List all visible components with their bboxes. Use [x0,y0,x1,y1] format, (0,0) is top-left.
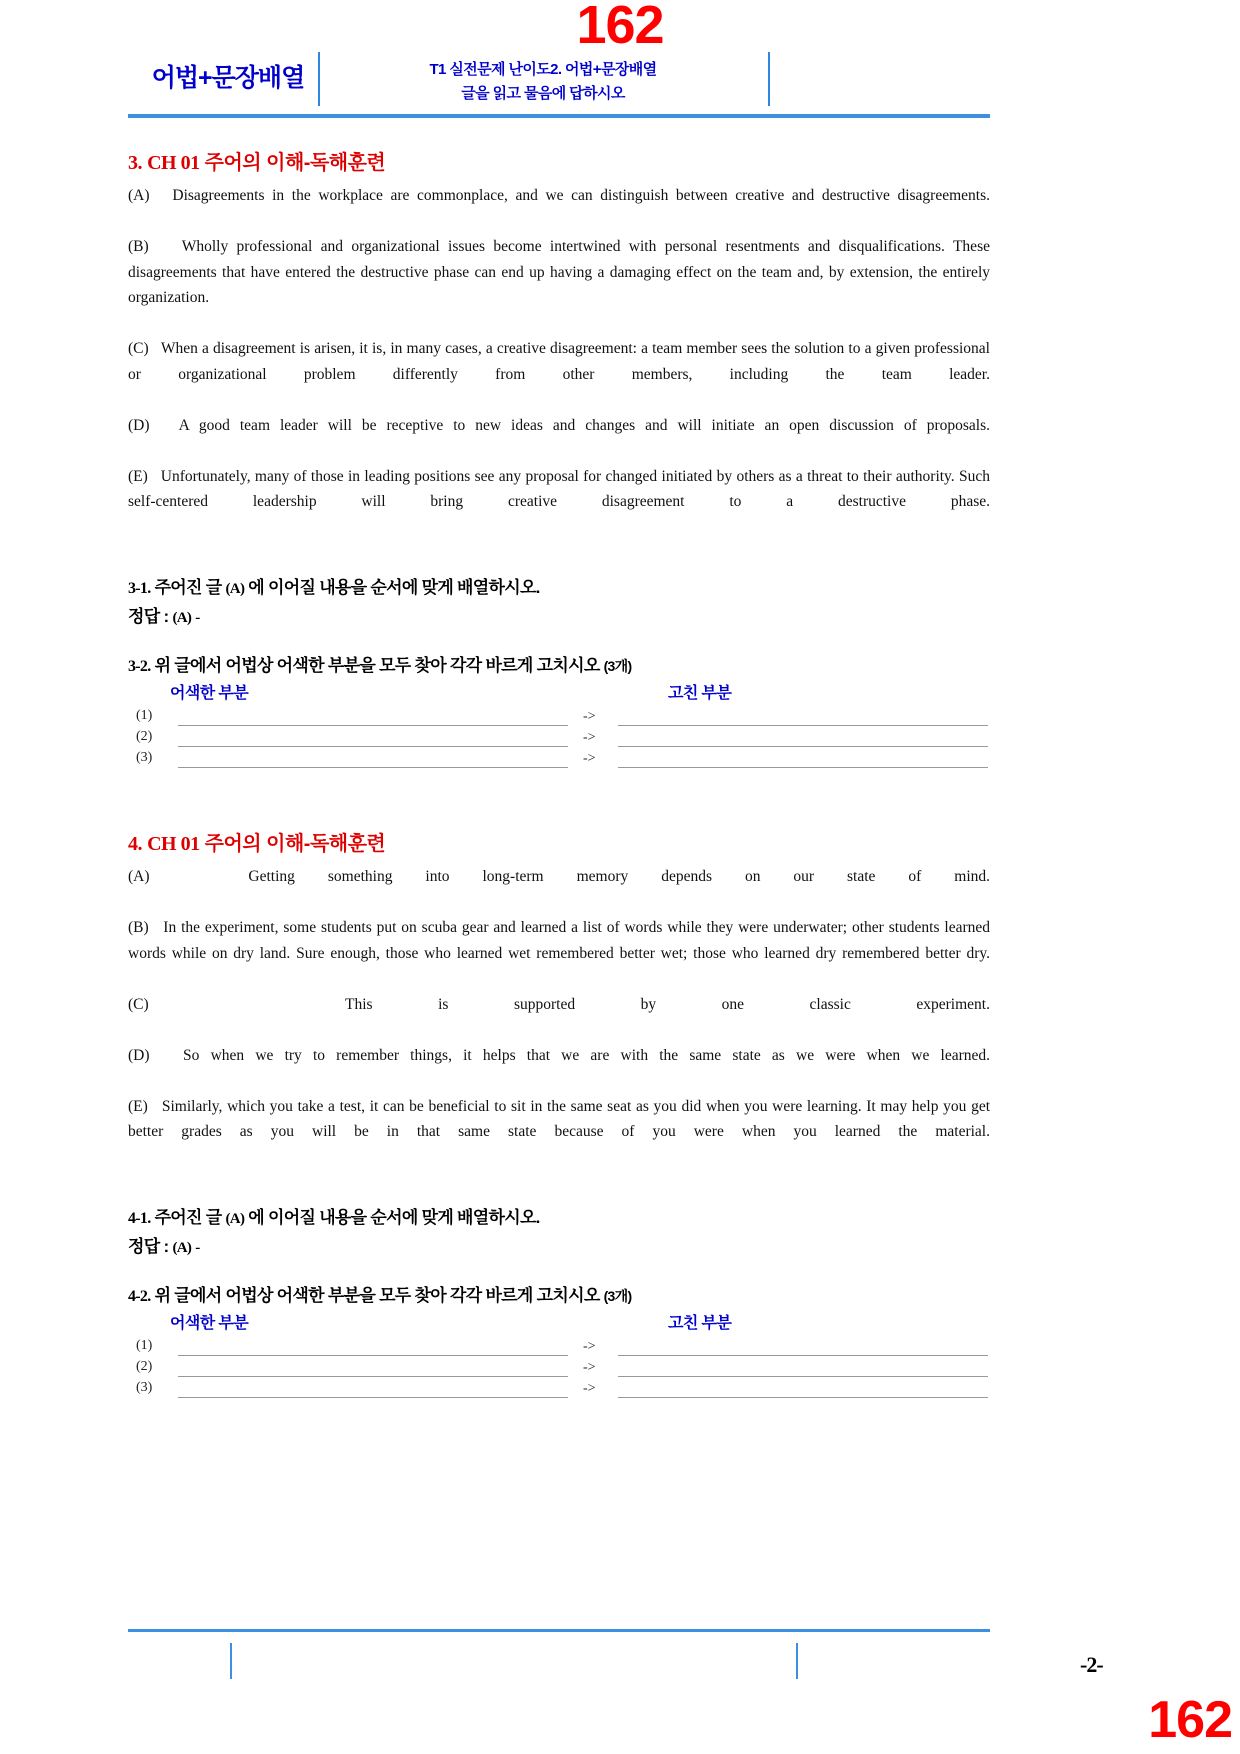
answer-row-index: (3) [136,1380,153,1395]
passage-paragraph [128,1043,990,1094]
question-3-2-column-headers [128,680,990,704]
question-4-1-answer-value[interactable]: - [195,1240,200,1256]
worksheet-content [128,146,990,1401]
question-4-1-prompt [128,1204,990,1233]
question-4-1-answer-label: 정답 : [128,1237,169,1256]
arrow-icon: -> [583,709,596,724]
passage-paragraph [128,413,990,464]
header-category-label: 어법+문장배열 [151,64,305,92]
answer-blank-wrong[interactable] [178,725,568,726]
answer-blank-wrong[interactable] [178,1397,568,1398]
question-3-number: 3. [128,152,142,174]
question-3-1-prompt [128,574,990,603]
question-3-passage [128,183,990,540]
paragraph-text-c: This is supported by one classic experiment. [344,995,990,1013]
paragraph-label-b: (B) [128,238,149,255]
passage-paragraph [128,336,990,413]
question-4-1-answer-ref: (A) [172,1240,192,1256]
passage-paragraph [128,183,990,234]
question-3-2-number: 3-2. [128,658,151,675]
paragraph-label-e: (E) [128,467,148,485]
answer-row-index: (2) [136,1359,153,1374]
paragraph-text-e: Similarly, which you take a test, it can be beneficial to sit in the same seat as you did when you were learning. It may help you get better grades as you will be in that same state because of you were when you learned the material. [128,1097,991,1140]
answer-blank-row [128,750,990,771]
answer-blank-row [128,1338,990,1359]
paragraph-text-d: So when we try to remember things, it helps that we are with the same state as we were when we learned. [183,1046,990,1064]
question-3-1-answer-row [128,603,990,632]
question-4-2-text: 위 글에서 어법상 어색한 부분을 모두 찾아 각각 바르게 고치시오 [154,1286,600,1305]
passage-paragraph [128,864,990,915]
passage-paragraph [128,464,990,541]
answer-blank-fixed[interactable] [618,1355,988,1356]
question-4-1-text-b: 에 이어질 내용을 순서에 맞게 배열하시오. [248,1208,540,1227]
paragraph-text-b: In the experiment, some students put on scuba gear and learned a list of words while they were underwater; other students learned words while on dry land. Sure enough, those who learned wet remembered better wet; those who learned dry remembered better dry. [128,919,990,962]
answer-blank-wrong[interactable] [178,767,568,768]
question-3-code: CH 01 [147,152,200,174]
paragraph-label-a: (A) [128,187,150,204]
column-header-wrong: 어색한 부분 [170,685,249,702]
footer-page-label: -2- [1080,1652,1103,1677]
arrow-icon: -> [583,1381,596,1396]
question-4-2-prompt [128,1282,990,1310]
page-number-bottom: 162 [1148,1691,1232,1749]
answer-blank-fixed[interactable] [618,767,988,768]
answer-blank-row [128,729,990,750]
paragraph-text-a: Getting something into long-term memory depends on our state of mind. [248,868,991,885]
passage-paragraph [128,1094,990,1171]
question-4-1-text-a: 주어진 글 [154,1208,222,1227]
paragraph-text-b: Wholly professional and organizational issues become intertwined with personal resentments and disqualifications. These disagreements that have entered the destructive phase can end up having a damaging effect on the team and, by extension, the entirely organization. [128,238,990,306]
question-3-1-ref: (A) [225,581,245,597]
passage-paragraph [128,992,990,1043]
header-center-title [328,58,758,106]
answer-blank-wrong[interactable] [178,746,568,747]
answer-blank-wrong[interactable] [178,1355,568,1356]
arrow-icon: -> [583,1360,596,1375]
question-4-title [128,827,990,856]
question-4-2-number: 4-2. [128,1288,151,1305]
arrow-icon: -> [583,1339,596,1354]
paragraph-label-a: (A) [128,868,150,885]
header-title-line-2: 글을 읽고 물음에 답하시오 [461,85,625,102]
arrow-icon: -> [583,730,596,745]
question-3-korean-title: 주어의 이해-독해훈련 [204,152,386,174]
header-title-line-1: T1 실전문제 난이도2. 어법+문장배열 [429,61,657,78]
answer-blank-row [128,1380,990,1401]
question-3-1-text-b: 에 이어질 내용을 순서에 맞게 배열하시오. [248,578,540,597]
question-3-1-answer-ref: (A) [172,610,192,626]
answer-row-index: (2) [136,729,153,744]
answer-blank-row [128,1359,990,1380]
column-header-wrong: 어색한 부분 [170,1315,249,1332]
spacer [128,771,990,827]
spacer [128,1262,990,1282]
question-4-1-number: 4-1. [128,1210,151,1227]
question-block-3 [128,146,990,771]
question-4-1-answer-row [128,1233,990,1262]
footer-divider-right [796,1643,798,1679]
arrow-icon: -> [583,751,596,766]
answer-blank-fixed[interactable] [618,1397,988,1398]
answer-row-index: (3) [136,750,153,765]
column-header-fixed: 고친 부분 [668,685,732,702]
answer-row-index: (1) [136,708,153,723]
question-4-code: CH 01 [147,833,200,855]
question-3-1-answer-value[interactable]: - [195,610,200,626]
question-4-1-ref: (A) [225,1211,245,1227]
paragraph-text-d: A good team leader will be receptive to new ideas and changes and will initiate an open discussion of proposals. [178,416,990,434]
spacer [128,1170,990,1204]
question-4-2-answer-rows [128,1338,990,1401]
paragraph-text-c: When a disagreement is arisen, it is, in many cases, a creative disagreement: a team member sees the solution to a given professional or organizational problem differently from other members, including the team leader. [128,340,990,383]
paragraph-label-d: (D) [128,1046,150,1064]
question-4-passage [128,864,990,1170]
paragraph-label-e: (E) [128,1097,148,1115]
answer-blank-fixed[interactable] [618,1376,988,1377]
question-3-1-text-a: 주어진 글 [154,578,222,597]
answer-row-index: (1) [136,1338,153,1353]
question-3-2-prompt [128,652,990,680]
question-4-2-count: (3개) [603,1288,632,1304]
header-band [128,52,1108,110]
paragraph-label-b: (B) [128,919,149,936]
header-divider-right [768,52,770,106]
footer-horizontal-rule [128,1629,990,1632]
spacer [128,540,990,574]
question-3-2-text: 위 글에서 어법상 어색한 부분을 모두 찾아 각각 바르게 고치시오 [154,656,600,675]
paragraph-label-c: (C) [128,995,149,1013]
answer-blank-wrong[interactable] [178,1376,568,1377]
answer-blank-fixed[interactable] [618,725,988,726]
column-header-fixed: 고친 부분 [668,1315,732,1332]
question-3-1-answer-label: 정답 : [128,607,169,626]
footer-divider-left [230,1643,232,1679]
question-block-4 [128,827,990,1401]
paragraph-text-a: Disagreements in the workplace are commonplace, and we can distinguish between creative and destructive disagreements. [172,187,990,204]
question-4-korean-title: 주어의 이해-독해훈련 [204,833,386,855]
question-4-number: 4. [128,833,142,855]
question-3-2-answer-rows [128,708,990,771]
paragraph-text-e: Unfortunately, many of those in leading positions see any proposal for changed initiated by others as a threat to their authority. Such self-centered leadership will bring creative disagreement to a destructive phase. [128,467,990,510]
passage-paragraph [128,234,990,336]
answer-blank-row [128,708,990,729]
paragraph-label-d: (D) [128,416,150,434]
spacer [128,632,990,652]
question-4-2-column-headers [128,1310,990,1334]
question-3-title [128,146,990,175]
header-horizontal-rule [128,114,990,118]
passage-paragraph [128,915,990,992]
answer-blank-fixed[interactable] [618,746,988,747]
paragraph-label-c: (C) [128,340,149,357]
question-3-1-number: 3-1. [128,580,151,597]
page-number-top: 162 [576,0,664,55]
question-3-2-count: (3개) [603,658,632,674]
header-divider-left [318,52,320,106]
